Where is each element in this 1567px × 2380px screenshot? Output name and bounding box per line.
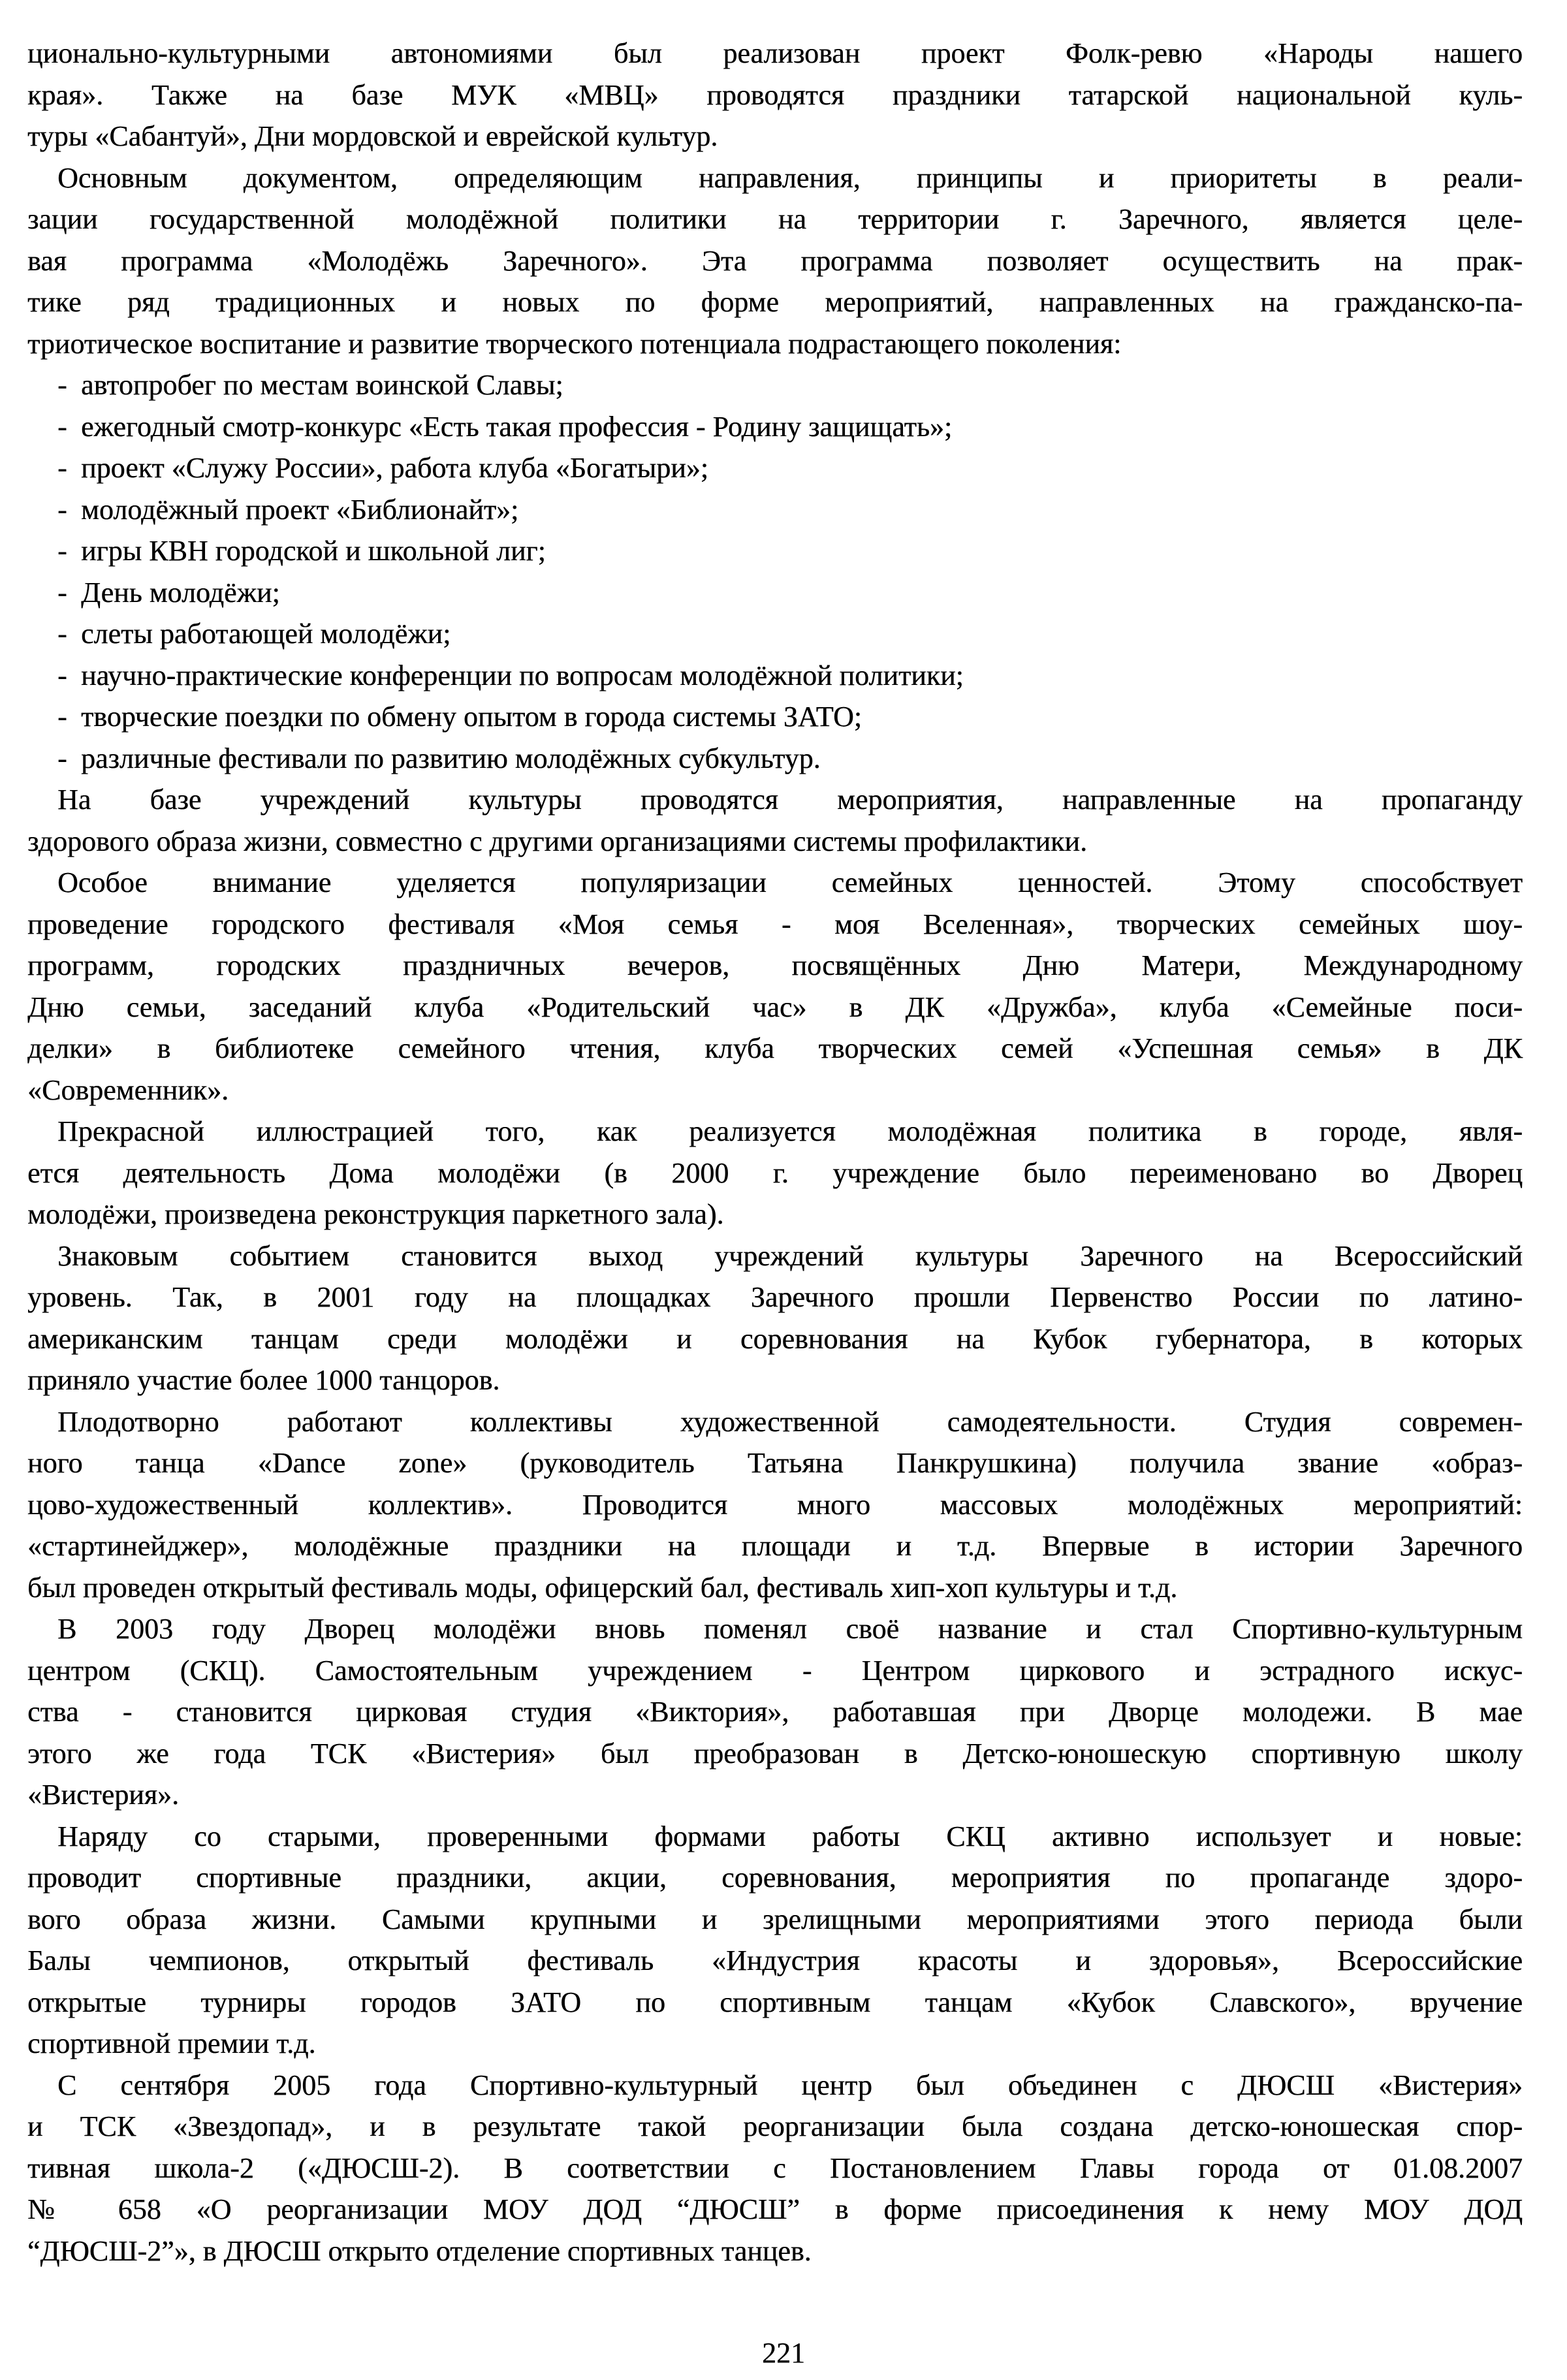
list-item: [27, 447, 1523, 489]
text-line: Прекрасной иллюстрацией того, как реализуется молодёжная политика в городе, явля-: [57, 1115, 1523, 1147]
list-item-line: [27, 364, 1523, 406]
paragraph: [27, 1401, 1523, 1609]
text-line: вого образа жизни. Самыми крупными и зрелищными мероприятиями этого периода были: [27, 1903, 1523, 1935]
list-dash: -: [57, 618, 67, 650]
text-line: делки» в библиотеке семейного чтения, клуба творческих семей «Успешная семья» в ДК: [27, 1032, 1523, 1064]
list-item-line: [27, 696, 1523, 738]
text-line: тике ряд традиционных и новых по форме мероприятий, направленных на гражданско-па-: [27, 286, 1523, 318]
page-number: 221: [762, 2337, 805, 2369]
text-line: Наряду со старыми, проверенными формами работы СКЦ активно использует и новые:: [57, 1820, 1523, 1852]
list-dash: -: [57, 369, 67, 401]
list-dash: -: [57, 452, 67, 484]
text-line: приняло участие более 1000 танцоров.: [27, 1364, 500, 1396]
text-line: На базе учреждений культуры проводятся мероприятия, направленные на пропаганду: [57, 784, 1523, 816]
list-text: проект «Служу России», работа клуба «Богатыри»;: [81, 452, 708, 484]
text-line: проводит спортивные праздники, акции, соревнования, мероприятия по пропаганде здоро-: [27, 1862, 1523, 1894]
text-line: американским танцам среди молодёжи и соревнования на Кубок губернатора, в которых: [27, 1322, 1523, 1355]
list-text: научно-практические конференции по вопросам молодёжной политики;: [81, 659, 964, 691]
list-dash: -: [57, 493, 67, 526]
text-line: был проведен открытый фестиваль моды, офицерский бал, фестиваль хип-хоп культуры и т.д.: [27, 1571, 1178, 1604]
text-line: вая программа «Молодёжь Заречного». Эта программа позволяет осуществить на прак-: [27, 244, 1523, 277]
text-line: молодёжи, произведена реконструкция паркетного зала).: [27, 1198, 724, 1230]
text-line: уровень. Так, в 2001 году на площадках Заречного прошли Первенство России по латино-: [27, 1281, 1523, 1313]
list-item: [27, 530, 1523, 572]
text-line: ного танца «Dance zone» (руководитель Татьяна Панкрушкина) получила звание «образ-: [27, 1447, 1523, 1479]
list-item-line: [27, 447, 1523, 489]
paragraph: [27, 1111, 1523, 1235]
text-line: зации государственной молодёжной политики на территории г. Заречного, является целе-: [27, 203, 1523, 235]
list-item-line: [27, 572, 1523, 614]
list-text: игры КВН городской и школьной лиг;: [81, 535, 546, 567]
list-item-line: [27, 406, 1523, 448]
list-item-line: [27, 489, 1523, 531]
text-line: ства - становится цирковая студия «Виктория», работавшая при Дворце молодежи. В мае: [27, 1696, 1523, 1728]
list-item: [27, 613, 1523, 655]
paragraph: [27, 1608, 1523, 1816]
text-line: триотическое воспитание и развитие творческого потенциала подрастающего поколения:: [27, 327, 1122, 360]
text-line: цово-художественный коллектив». Проводится много массовых молодёжных мероприятий:: [27, 1488, 1523, 1521]
text-line: Основным документом, определяющим направления, принципы и приоритеты в реали-: [57, 161, 1523, 194]
text-block: [27, 33, 1523, 2272]
text-line: Плодотворно работают коллективы художественной самодеятельности. Студия современ-: [57, 1405, 1523, 1438]
list-text: слеты работающей молодёжи;: [81, 618, 451, 650]
text-line: спортивной премии т.д.: [27, 2027, 316, 2059]
list-text: автопробег по местам воинской Славы;: [81, 369, 563, 401]
text-line: края». Также на базе МУК «МВЦ» проводятся праздники татарской национальной куль-: [27, 78, 1523, 111]
text-line: проведение городского фестиваля «Моя семья - моя Вселенная», творческих семейных шоу-: [27, 908, 1523, 940]
text-line: «Современник».: [27, 1073, 229, 1106]
text-line: центром (СКЦ). Самостоятельным учреждением - Центром циркового и эстрадного искус-: [27, 1654, 1523, 1687]
text-line: “ДЮСШ-2”», в ДЮСШ открыто отделение спортивных танцев.: [27, 2234, 812, 2267]
list-text: различные фестивали по развитию молодёжных субкультур.: [81, 742, 821, 774]
list-dash: -: [57, 535, 67, 567]
text-line: «стартинейджер», молодёжные праздники на площади и т.д. Впервые в истории Заречного: [27, 1530, 1523, 1562]
text-line: тивная школа-2 («ДЮСШ-2). В соответствии с Постановлением Главы города от 01.08.2007: [27, 2151, 1523, 2184]
list-item: [27, 738, 1523, 780]
list-dash: -: [57, 742, 67, 774]
list-text: День молодёжи;: [81, 576, 280, 609]
text-line: программ, городских праздничных вечеров, посвящённых Дню Матери, Международному: [27, 949, 1523, 981]
text-line: С сентября 2005 года Спортивно-культурный центр был объединен с ДЮСШ «Вистерия»: [57, 2069, 1523, 2101]
text-line: туры «Сабантуй», Дни мордовской и еврейской культур.: [27, 120, 718, 152]
text-line: Знаковым событием становится выход учреждений культуры Заречного на Всероссийский: [57, 1239, 1523, 1272]
text-line: Балы чемпионов, открытый фестиваль «Индустрия красоты и здоровья», Всероссийские: [27, 1944, 1523, 1976]
text-line: этого же года ТСК «Вистерия» был преобразован в Детско-юношескую спортивную школу: [27, 1737, 1523, 1769]
list-item-line: [27, 530, 1523, 572]
text-line: В 2003 году Дворец молодёжи вновь поменял своё название и стал Спортивно-культурным: [57, 1613, 1523, 1645]
list-item-line: [27, 738, 1523, 780]
list-item: [27, 696, 1523, 738]
list-text: молодёжный проект «Библионайт»;: [81, 493, 519, 526]
list-dash: -: [57, 701, 67, 733]
text-line: ется деятельность Дома молодёжи (в 2000 г. учреждение было переименовано во Дворец: [27, 1156, 1523, 1189]
paragraph: [27, 157, 1523, 365]
text-line: № 658 «О реорганизации МОУ ДОД “ДЮСШ” в форме присоединения к нему МОУ ДОД: [27, 2193, 1523, 2225]
list-text: ежегодный смотр-конкурс «Есть такая профессия - Родину защищать»;: [81, 410, 953, 443]
text-line: ционально-культурными автономиями был реализован проект Фолк-ревю «Народы нашего: [27, 37, 1523, 69]
paragraph: [27, 779, 1523, 862]
list-dash: -: [57, 576, 67, 609]
list-dash: -: [57, 659, 67, 691]
text-line: открытые турниры городов ЗАТО по спортивным танцам «Кубок Славского», вручение: [27, 1986, 1523, 2018]
text-line: и ТСК «Звездопад», и в результате такой реорганизации была создана детско-юношеская спор-: [27, 2110, 1523, 2142]
text-line: Дню семьи, заседаний клуба «Родительский час» в ДК «Дружба», клуба «Семейные поси-: [27, 991, 1523, 1023]
paragraph: [27, 2065, 1523, 2272]
list-text: творческие поездки по обмену опытом в города системы ЗАТО;: [81, 701, 862, 733]
list-item: [27, 489, 1523, 531]
paragraph: [27, 1816, 1523, 2065]
paragraph: [27, 1235, 1523, 1401]
list-dash: -: [57, 410, 67, 443]
list-item: [27, 406, 1523, 448]
list-item: [27, 364, 1523, 406]
list-item-line: [27, 655, 1523, 697]
paragraph: [27, 862, 1523, 1111]
text-line: Особое внимание уделяется популяризации семейных ценностей. Этому способствует: [57, 866, 1523, 898]
text-line: здорового образа жизни, совместно с другими организациями системы профилактики.: [27, 825, 1087, 857]
list-item: [27, 572, 1523, 614]
paragraph: [27, 33, 1523, 157]
list-item-line: [27, 613, 1523, 655]
list-item: [27, 655, 1523, 697]
text-line: «Вистерия».: [27, 1779, 179, 1811]
